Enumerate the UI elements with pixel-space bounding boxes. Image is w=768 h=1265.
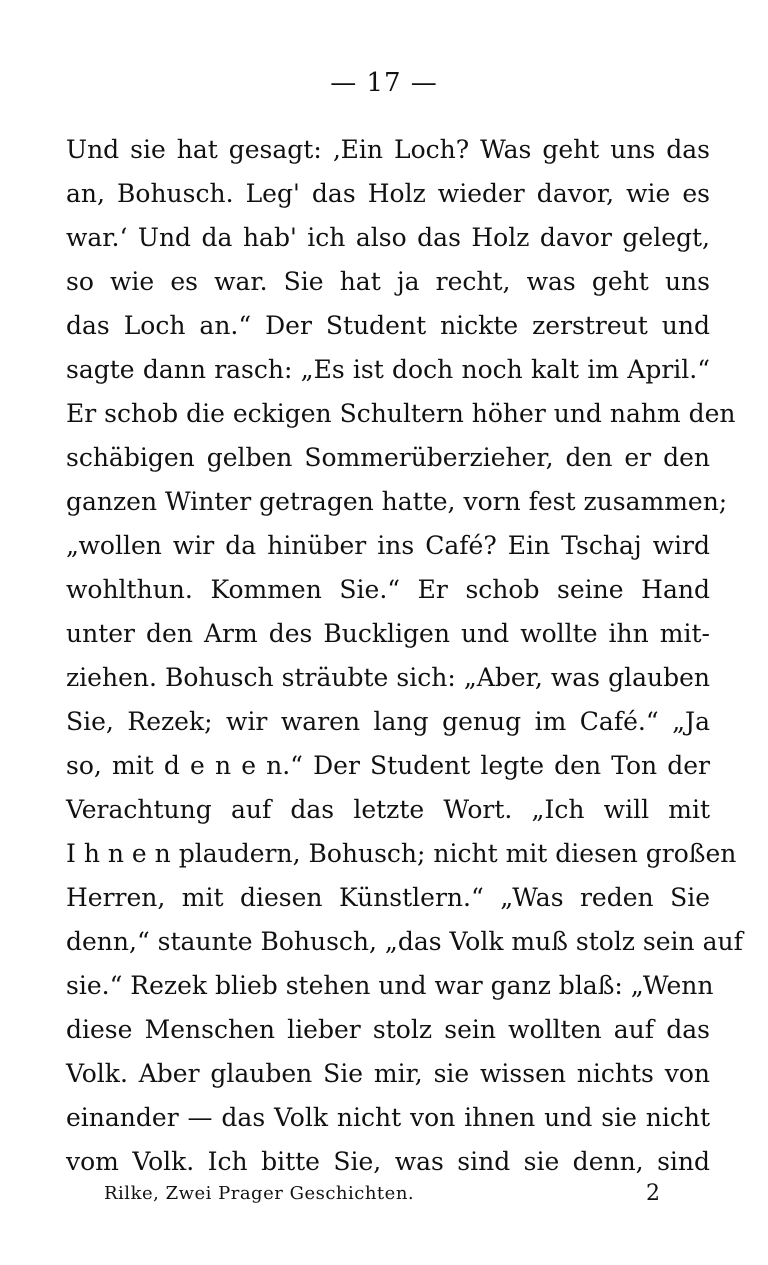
text-line: Herren, mit diesen Künstlern.“ „Was reden Sie: [66, 883, 710, 912]
text-line: war.‘ Und da hab' ich also das Holz davor gelegt,: [66, 223, 710, 252]
text-line: so, mit d e n e n.“ Der Student legte den Ton der: [66, 751, 710, 780]
body-text: [66, 128, 743, 1184]
text-line: vom Volk. Ich bitte Sie, was sind sie denn, sind: [66, 1147, 710, 1176]
text-line: Er schob die eckigen Schultern höher und nahm den: [66, 399, 736, 428]
text-line: ganzen Winter getragen hatte, vorn fest zusammen;: [66, 487, 728, 516]
text-line: Und sie hat gesagt: ‚Ein Loch? Was geht uns das: [66, 135, 710, 164]
text-line: wohlthun. Kommen Sie.“ Er schob seine Hand: [66, 575, 710, 604]
text-line: Volk. Aber glauben Sie mir, sie wissen nichts von: [66, 1059, 710, 1088]
text-line: I h n e n plaudern, Bohusch; nicht mit diesen großen: [66, 839, 737, 868]
text-line: sagte dann rasch: „Es ist doch noch kalt im April.“: [66, 355, 710, 384]
text-line: schäbigen gelben Sommerüberzieher, den er den: [66, 443, 710, 472]
text-line: das Loch an.“ Der Student nickte zerstreut und: [66, 311, 710, 340]
text-line: „wollen wir da hinüber ins Café? Ein Tschaj wird: [66, 531, 710, 560]
signature-line: Rilke, Zwei Prager Geschichten.: [104, 1183, 415, 1204]
page-footer: [104, 1176, 660, 1212]
text-line: einander — das Volk nicht von ihnen und sie nicht: [66, 1103, 710, 1132]
text-line: unter den Arm des Buckligen und wollte ihn mit-: [66, 619, 710, 648]
page-number: — 17 —: [330, 68, 438, 98]
text-line: ziehen. Bohusch sträubte sich: „Aber, was glauben: [66, 663, 710, 692]
text-line: Sie, Rezek; wir waren lang genug im Café.“ „Ja: [66, 707, 710, 736]
text-line: an, Bohusch. Leg' das Holz wieder davor, wie es: [66, 179, 710, 208]
text-line: sie.“ Rezek blieb stehen und war ganz blaß: „Wenn: [66, 971, 714, 1000]
text-line: Verachtung auf das letzte Wort. „Ich will mit: [66, 795, 710, 824]
signature-mark: 2: [646, 1181, 660, 1206]
text-line: diese Menschen lieber stolz sein wollten auf das: [66, 1015, 710, 1044]
text-line: denn,“ staunte Bohusch, „das Volk muß stolz sein auf: [66, 927, 743, 956]
text-line: so wie es war. Sie hat ja recht, was geht uns: [66, 267, 710, 296]
